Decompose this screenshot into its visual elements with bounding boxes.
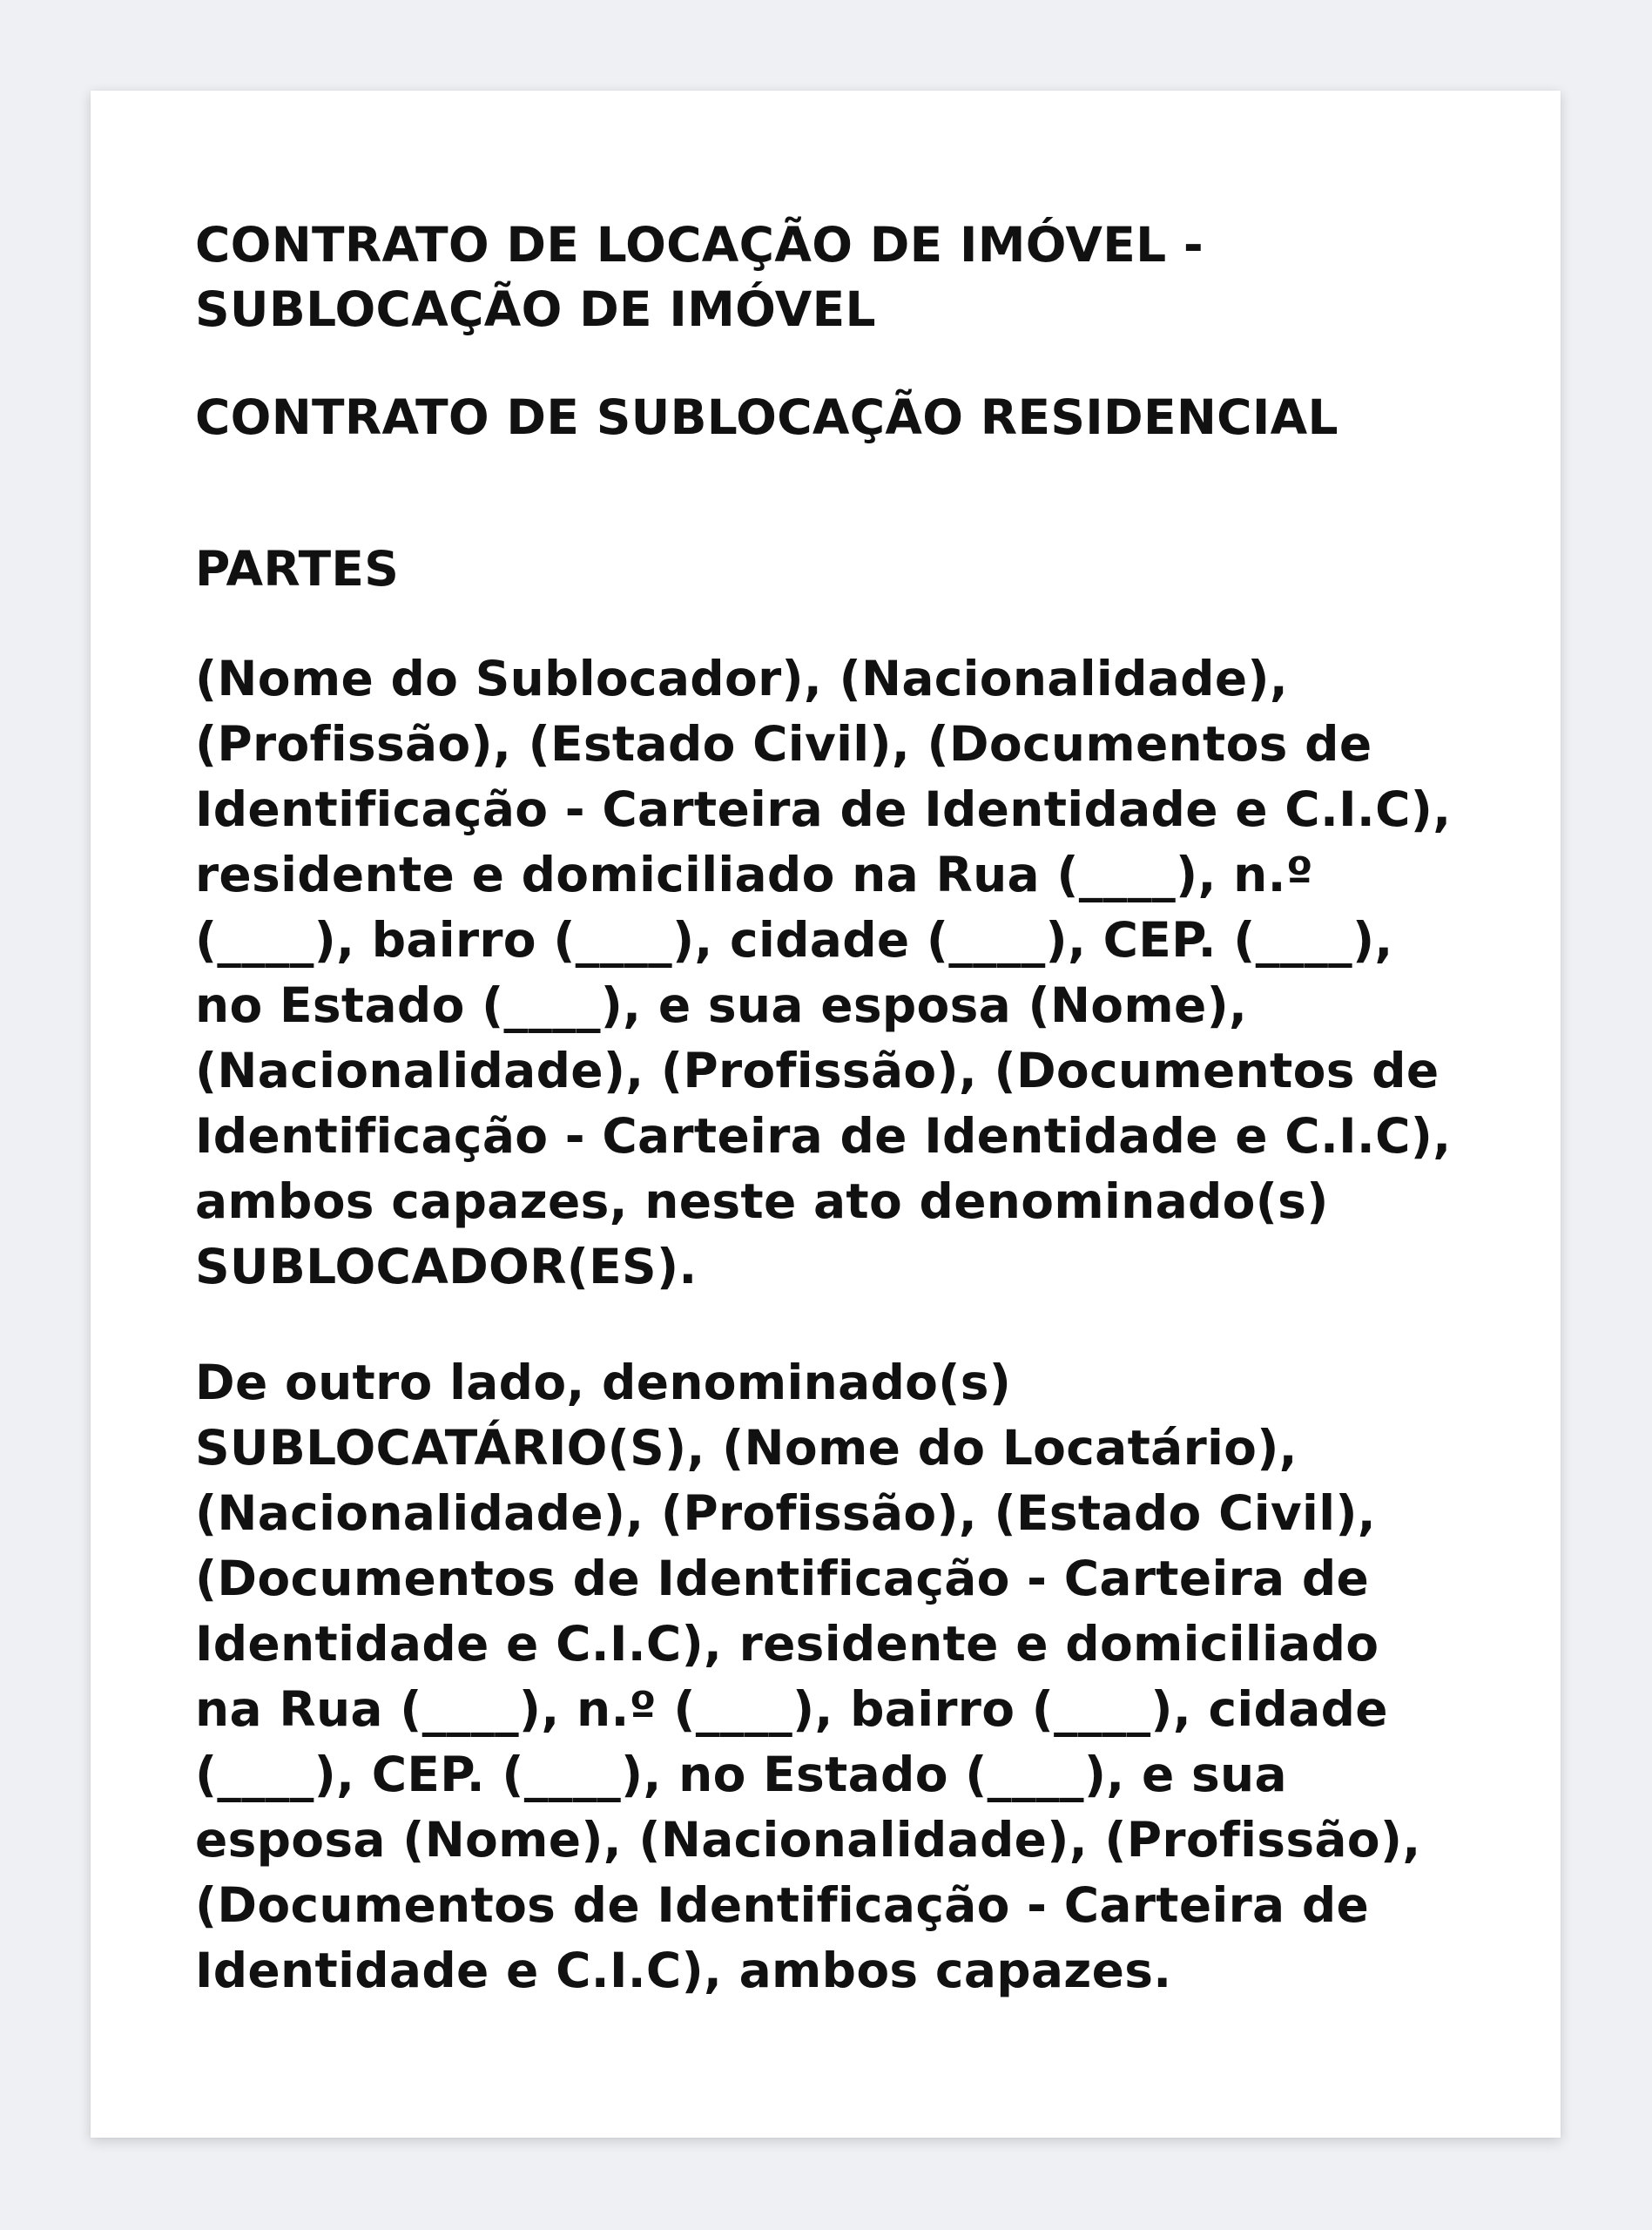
paragraph-sublocatario: De outro lado, denominado(s) SUBLOCATÁRIO(S), (Nome do Locatário), (Nacionalidade), (Profissão), (Estado Civil), (Documentos de Identificação - Carteira de Identidade e C.I.C), residente e domiciliado na Rua (____), n.º (____), bairro (____), cidade (____), CEP. (____), no Estado (____), e sua esposa (Nome), (Nacionalidade), (Profissão), (Documentos de Identificação - Carteira de Identidade e C.I.C), ambos capazes. [195,1355,1421,1998]
paragraph-sublocador: (Nome do Sublocador), (Nacionalidade), (Profissão), (Estado Civil), (Documentos de Identificação - Carteira de Identidade e C.I.C), residente e domiciliado na Rua (____), n.º (____), bairro (____), cidade (____), CEP. (____), no Estado (____), e sua esposa (Nome), (Nacionalidade), (Profissão), (Documentos de Identificação - Carteira de Identidade e C.I.C), ambos capazes, neste ato denominado(s) SUBLOCADOR(ES). [195,651,1452,1294]
section-heading-partes: PARTES [195,541,400,597]
document-page [91,91,1561,2138]
document-title: CONTRATO DE LOCAÇÃO DE IMÓVEL - SUBLOCAÇÃO DE IMÓVEL [195,217,1204,337]
document-subtitle: CONTRATO DE SUBLOCAÇÃO RESIDENCIAL [195,389,1338,445]
